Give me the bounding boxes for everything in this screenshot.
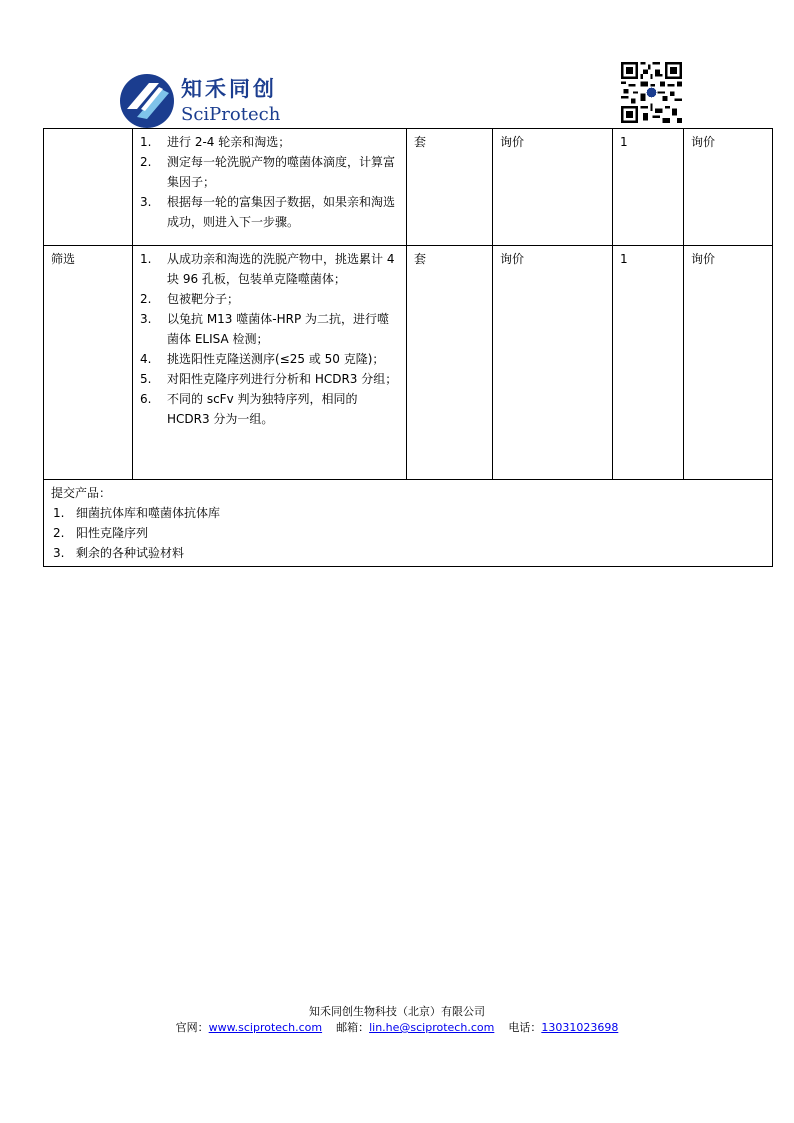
list-item xyxy=(140,249,400,289)
phone-link[interactable]: 13031023698 xyxy=(541,1021,619,1034)
steps-list xyxy=(140,132,400,232)
list-number: 3. xyxy=(140,312,152,326)
list-number: 1. xyxy=(140,252,152,266)
table-row xyxy=(44,480,773,567)
list-item xyxy=(51,523,766,543)
quantity-cell: 1 xyxy=(613,129,684,246)
list-number: 3. xyxy=(140,195,152,209)
step-text: 测定每一轮洗脱产物的噬菌体滴度，计算富集因子； xyxy=(167,155,396,189)
website-link[interactable]: www.sciprotech.com xyxy=(208,1021,323,1034)
list-number: 5. xyxy=(140,372,152,386)
total-cell: 询价 xyxy=(684,129,773,246)
table-row xyxy=(44,129,773,246)
steps-cell xyxy=(133,246,407,480)
steps-list xyxy=(140,249,400,429)
deliverable-text: 剩余的各种试验材料 xyxy=(76,546,185,560)
logo-chinese-name: 知禾同创 xyxy=(181,76,277,101)
list-item xyxy=(140,152,400,192)
list-number: 1. xyxy=(53,506,65,520)
unit-cell: 套 xyxy=(407,246,493,480)
quantity-cell: 1 xyxy=(613,246,684,480)
list-number: 1. xyxy=(140,135,152,149)
steps-cell xyxy=(133,129,407,246)
email-label: 邮箱： xyxy=(336,1021,370,1034)
list-item xyxy=(51,543,766,563)
list-number: 3. xyxy=(53,546,65,560)
list-item xyxy=(140,349,400,369)
step-text: 进行 2-4 轮亲和淘选； xyxy=(167,135,291,149)
list-item xyxy=(51,503,766,523)
deliverable-text: 阳性克隆序列 xyxy=(76,526,149,540)
list-number: 2. xyxy=(140,292,152,306)
list-item xyxy=(140,389,400,429)
step-text: 从成功亲和淘选的洗脱产物中，挑选累计 4 块 96 孔板，包装单克隆噬菌体； xyxy=(167,252,395,286)
list-item xyxy=(140,132,400,152)
footer-contact xyxy=(0,1020,794,1036)
email-link[interactable]: lin.he@sciprotech.com xyxy=(369,1021,495,1034)
deliverable-text: 细菌抗体库和噬菌体抗体库 xyxy=(76,506,221,520)
footer-company-name: 知禾同创生物科技（北京）有限公司 xyxy=(309,1005,485,1018)
list-item xyxy=(140,309,400,349)
total-cell: 询价 xyxy=(684,246,773,480)
step-text: 以兔抗 M13 噬菌体-HRP 为二抗，进行噬菌体 ELISA 检测； xyxy=(167,312,389,346)
list-number: 2. xyxy=(53,526,65,540)
list-item xyxy=(140,192,400,232)
step-text: 根据每一轮的富集因子数据，如果亲和淘选成功，则进入下一步骤。 xyxy=(167,195,396,229)
table-row xyxy=(44,246,773,480)
deliverables-list xyxy=(51,503,766,563)
step-text: 不同的 scFv 判为独特序列，相同的 HCDR3 分为一组。 xyxy=(167,392,358,426)
list-number: 2. xyxy=(140,155,152,169)
step-text: 挑选阳性克隆送测序(≤25 或 50 克隆)； xyxy=(167,352,385,366)
deliverables-cell xyxy=(44,480,773,567)
company-logo xyxy=(119,73,280,129)
deliverables-title: 提交产品： xyxy=(51,486,112,500)
item-name-cell xyxy=(44,129,133,246)
website-label: 官网： xyxy=(175,1021,209,1034)
logo-emblem-icon xyxy=(119,73,175,129)
price-cell: 询价 xyxy=(493,129,613,246)
price-cell: 询价 xyxy=(493,246,613,480)
step-text: 包被靶分子； xyxy=(167,292,240,306)
phone-label: 电话： xyxy=(508,1021,542,1034)
list-number: 6. xyxy=(140,392,152,406)
item-name-cell: 筛选 xyxy=(44,246,133,480)
service-table xyxy=(43,128,773,567)
qr-code-icon xyxy=(621,62,682,123)
list-item xyxy=(140,289,400,309)
list-number: 4. xyxy=(140,352,152,366)
list-item xyxy=(140,369,400,389)
step-text: 对阳性克隆序列进行分析和 HCDR3 分组； xyxy=(167,372,398,386)
logo-english-name: SciProtech xyxy=(181,103,281,125)
unit-cell: 套 xyxy=(407,129,493,246)
